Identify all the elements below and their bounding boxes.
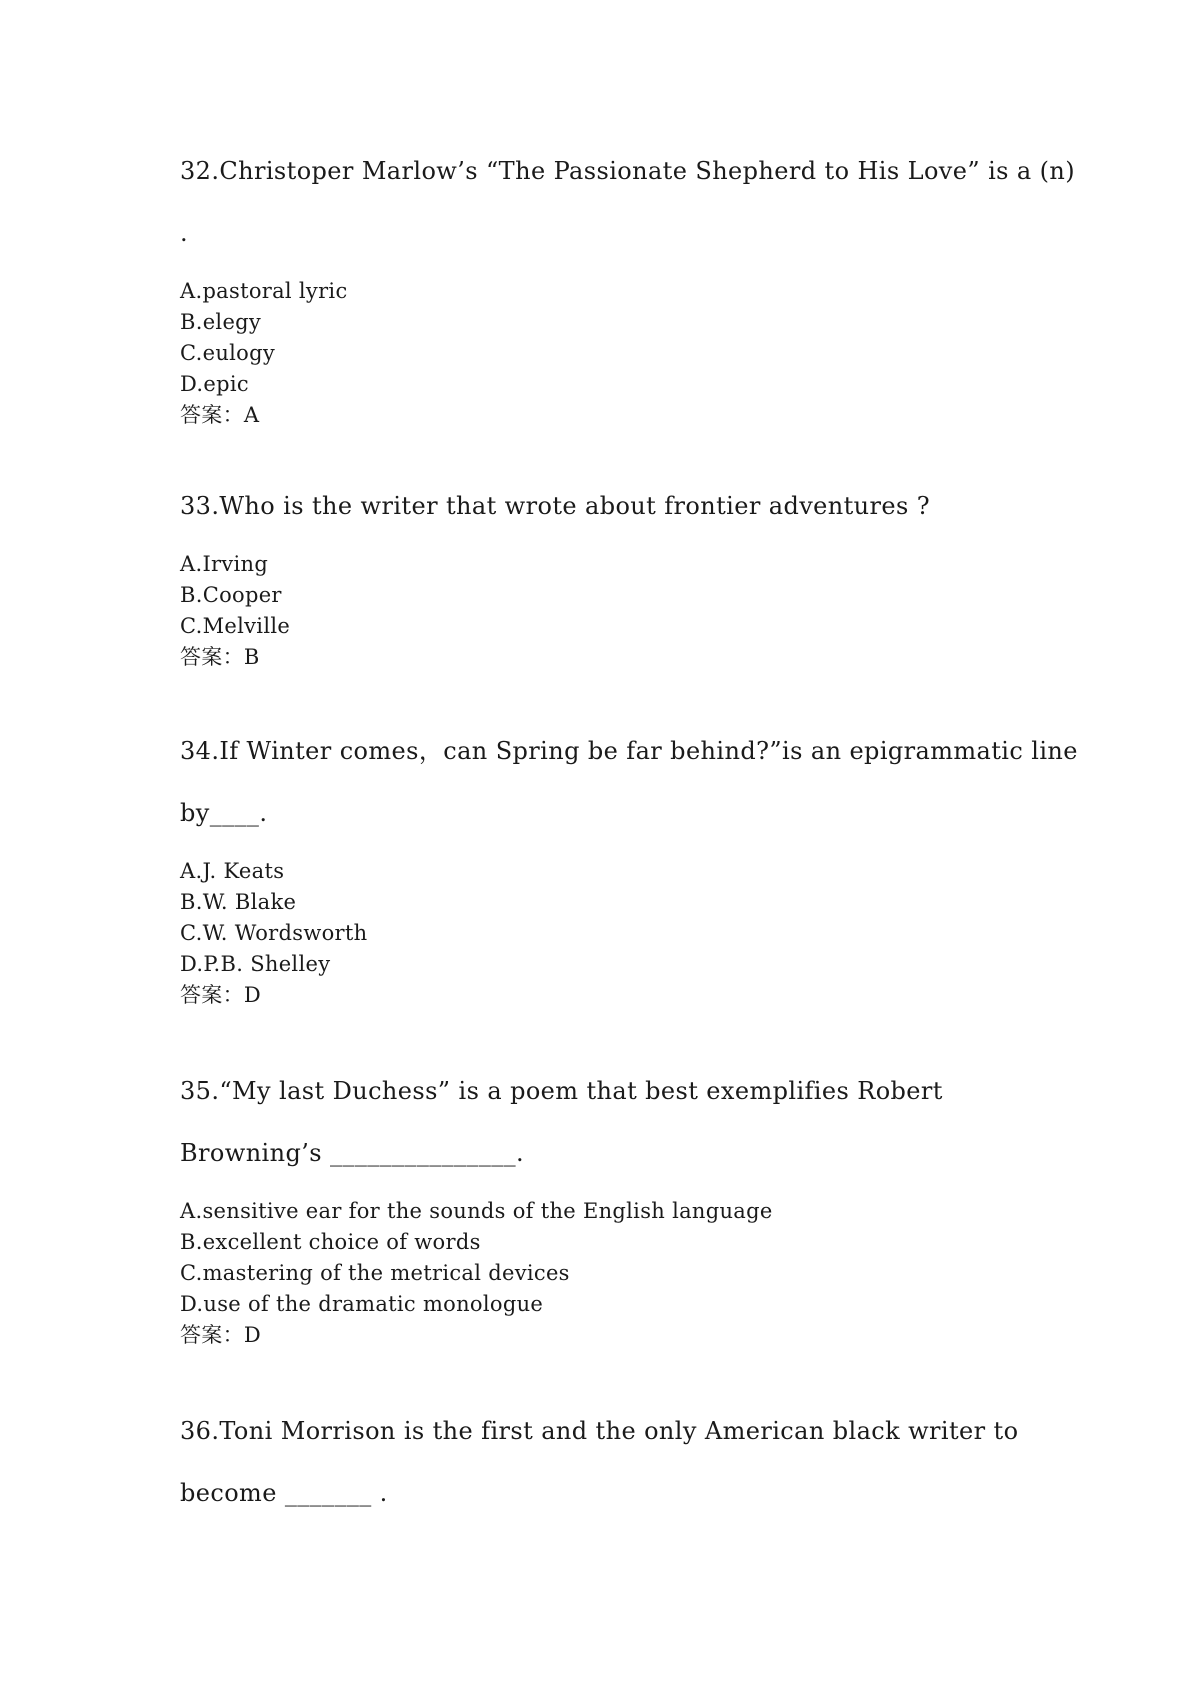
option-c: C.W. Wordsworth	[180, 921, 368, 945]
answer-line: 答案：D	[180, 1323, 262, 1347]
question-35	[180, 1060, 1080, 1351]
option-b: B.excellent choice of words	[180, 1230, 481, 1254]
options-list	[180, 856, 1080, 1011]
option-b: B.W. Blake	[180, 890, 297, 914]
question-36	[180, 1400, 1080, 1524]
answer-line: 答案：B	[180, 645, 260, 669]
answer-line: 答案：A	[180, 403, 260, 427]
option-d: D.use of the dramatic monologue	[180, 1292, 544, 1316]
option-b: B.Cooper	[180, 583, 282, 607]
option-c: C.Melville	[180, 614, 291, 638]
question-34	[180, 720, 1086, 1011]
question-stem: 33.Who is the writer that wrote about frontier adventures ?	[180, 492, 931, 520]
options-list	[180, 549, 1080, 673]
option-a: A.pastoral lyric	[180, 279, 348, 303]
answer-line: 答案：D	[180, 983, 262, 1007]
option-a: A.Irving	[180, 552, 269, 576]
option-c: C.eulogy	[180, 341, 276, 365]
option-b: B.elegy	[180, 310, 262, 334]
option-a: A.sensitive ear for the sounds of the English language	[180, 1199, 773, 1223]
option-c: C.mastering of the metrical devices	[180, 1261, 570, 1285]
option-d: D.P.B. Shelley	[180, 952, 331, 976]
question-stem: 35.“My last Duchess” is a poem that best exemplifies Robert Browning’s _______________.	[180, 1077, 951, 1167]
question-stem: 36.Toni Morrison is the first and the only American black writer to become _______ .	[180, 1417, 1027, 1507]
question-32	[180, 140, 1084, 431]
options-list	[180, 1196, 1080, 1351]
option-d: D.epic	[180, 372, 249, 396]
option-a: A.J. Keats	[180, 859, 285, 883]
question-stem: 32.Christoper Marlow’s “The Passionate Shepherd to His Love” is a (n) .	[180, 157, 1084, 247]
question-stem: 34.If Winter comes，can Spring be far behind?”is an epigrammatic line by____.	[180, 737, 1086, 827]
question-33	[180, 475, 1080, 673]
options-list	[180, 276, 1080, 431]
